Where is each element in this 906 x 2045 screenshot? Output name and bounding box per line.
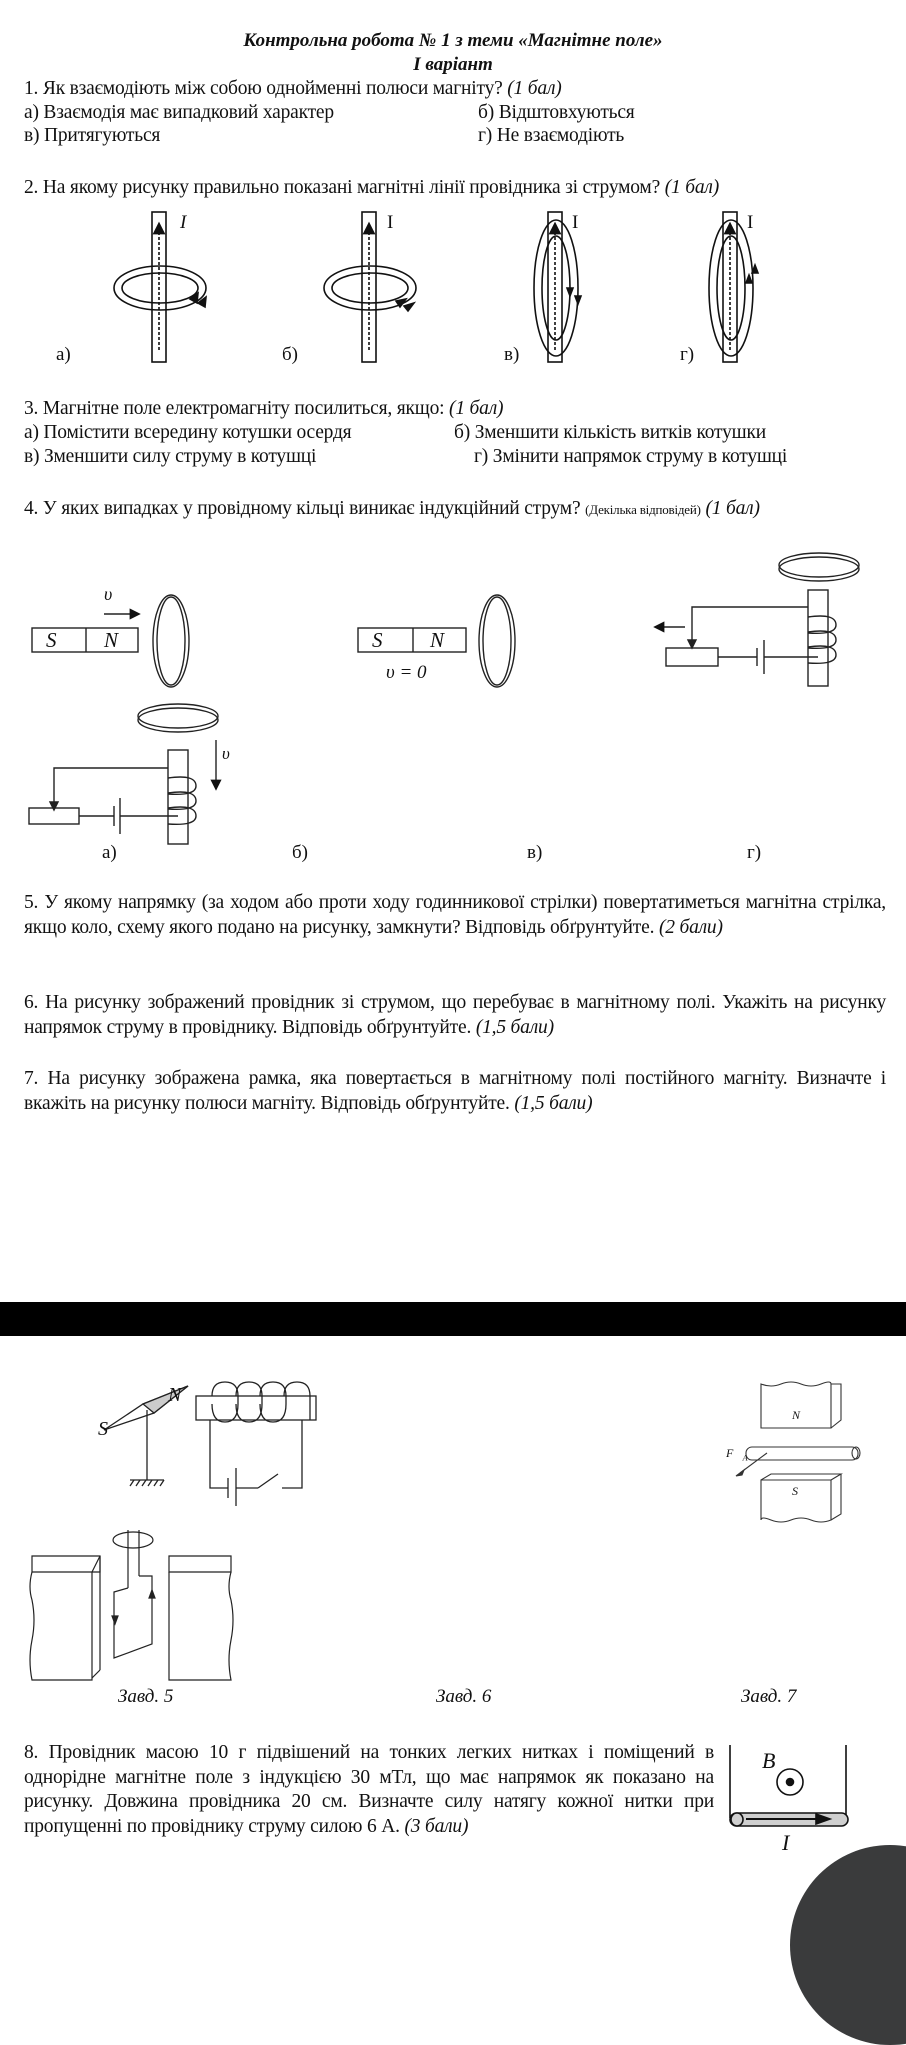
- velocity-label: υ⃗: [104, 584, 127, 604]
- question-2: [24, 176, 719, 200]
- question-text: У яких випадках у провідному кільці виникає індукційний струм?: [42, 498, 581, 519]
- question-4: [24, 496, 886, 522]
- q2-label-b[interactable]: б): [282, 344, 298, 365]
- question-points: бал): [725, 498, 760, 519]
- question-number: 7.: [24, 1068, 39, 1089]
- force-label: $F⃗_A$: [726, 1446, 748, 1463]
- question-6: [24, 990, 886, 1040]
- figure-2d-conductor: [709, 212, 758, 362]
- question-number: 2.: [24, 177, 39, 198]
- magnet-s-label: S: [372, 628, 383, 652]
- coil-circuit-g: [656, 553, 859, 686]
- magnet-n-label: N: [792, 1408, 801, 1422]
- question-points: (1 бал): [664, 177, 719, 198]
- current-label: I: [180, 212, 187, 233]
- question-7: [24, 1066, 886, 1116]
- question-number: 1.: [24, 78, 39, 99]
- q4-figures-row1: [0, 570, 906, 700]
- q4-label-a[interactable]: а): [102, 842, 117, 863]
- field-b-label: B: [762, 1748, 776, 1773]
- figure-task7-rotating-frame: [0, 1530, 260, 1690]
- q4-figure-ring-falling: [0, 700, 300, 850]
- q3-option-d[interactable]: г) Змінити напрямок струму в котушці: [474, 446, 788, 467]
- question-3: [24, 397, 503, 421]
- current-label: I: [747, 212, 754, 233]
- magnet-n-label: N: [430, 628, 445, 652]
- q4-label-c[interactable]: в): [527, 842, 543, 863]
- question-text: На рисунку зображений провідник зі струмом, що перебуває в магнітному полі. Укажіть на рисунку напрямок струму в провіднику. Відповідь обґрунтуйте.: [24, 992, 886, 1038]
- current-i-label: I: [782, 1830, 790, 1855]
- separator-bar: [0, 1302, 906, 1336]
- question-number: 5.: [24, 892, 39, 913]
- question-text: На рисунку зображена рамка, яка повертається в магнітному полі постійного магніту. Визначте і вкажіть на рисунку полюси магніту. Відповідь обґрунтуйте.: [24, 1068, 886, 1114]
- question-points: (1,5 бали): [514, 1093, 593, 1114]
- question-number: 6.: [24, 992, 39, 1013]
- question-text: На якому рисунку правильно показані магнітні лінії провідника зі струмом?: [42, 177, 661, 198]
- q2-label-d[interactable]: г): [680, 344, 695, 365]
- velocity-label: υ⃗: [222, 744, 244, 763]
- figure-2b-conductor: [324, 212, 416, 362]
- magnet-n-label: N: [104, 628, 119, 652]
- caption-task5: Завд. 5: [118, 1686, 174, 1707]
- question-number: 3.: [24, 398, 39, 419]
- q1-option-c[interactable]: в) Притягуються: [24, 125, 161, 146]
- q2-label-a[interactable]: а): [56, 344, 71, 365]
- q2-figures: [0, 200, 906, 370]
- q1-option-d[interactable]: г) Не взаємодіють: [478, 125, 625, 146]
- figure-q8-conductor: [720, 1740, 906, 1840]
- q1-option-b[interactable]: б) Відштовхуються: [478, 102, 635, 123]
- q4-label-b[interactable]: б): [292, 842, 308, 863]
- question-8: [24, 1741, 714, 1839]
- question-text: Як взаємодіють між собою однойменні полюси магніту?: [42, 78, 503, 99]
- q3-option-b[interactable]: б) Зменшити кількість витків котушки: [454, 422, 766, 443]
- q2-label-c[interactable]: в): [504, 344, 520, 365]
- question-points: (1,5 бали): [475, 1017, 554, 1038]
- question-text: У якому напрямку (за ходом або проти ходу годинникової стрілки) повертатиметься магнітна стрілка, якщо коло, схему якого подано на рисунку, замкнути? Відповідь обґрунтуйте.: [24, 892, 886, 938]
- current-label: I: [387, 212, 394, 233]
- q3-option-a[interactable]: а) Помістити всередину котушки осердя: [24, 422, 352, 443]
- magnet-s-label: S: [46, 628, 57, 652]
- question-points: (3 бали): [404, 1815, 469, 1837]
- compass-n-label: N: [168, 1384, 182, 1406]
- compass-s-label: S: [98, 1418, 108, 1440]
- question-points: (1: [705, 498, 722, 519]
- q4-label-d[interactable]: г): [747, 842, 762, 863]
- q1-option-a[interactable]: а) Взаємодія має випадковий характер: [24, 102, 334, 123]
- question-number: 4.: [24, 498, 39, 519]
- variant-label: І варіант: [413, 54, 493, 75]
- q3-option-c[interactable]: в) Зменшити силу струму в котушці: [24, 446, 317, 467]
- velocity-zero-label: υ = 0: [386, 662, 427, 683]
- question-text: Провідник масою 10 г підвішений на тонких легких нитках і поміщений в однорідне магнітне поле з індукцією 30 мТл, що має напрямок як показано на рисунку. Довжина провідника 20 см. Визначте силу натягу кожної нитки при пропущенні по провіднику струму силою 6 А.: [24, 1742, 714, 1837]
- question-5: [24, 890, 886, 940]
- figure-2c-conductor: [534, 212, 581, 362]
- question-1: [24, 77, 562, 101]
- question-number: 8.: [24, 1742, 39, 1763]
- caption-task6: Завд. 6: [436, 1686, 492, 1707]
- current-label: I: [572, 212, 579, 233]
- question-points: (2 бали): [658, 917, 723, 938]
- question-text: Магнітне поле електромагніту посилиться, якщо:: [42, 398, 445, 419]
- caption-task7: Завд. 7: [741, 1686, 797, 1707]
- question-note: (Декілька відповідей): [585, 502, 701, 517]
- question-points: (1 бал): [449, 398, 504, 419]
- figure-2a-conductor: [114, 212, 206, 362]
- document-title: Контрольна робота № 1 з теми «Магнітне поле»: [243, 30, 663, 51]
- floating-action-button[interactable]: [790, 1845, 906, 2045]
- magnet-s-label: S: [792, 1484, 798, 1498]
- question-points: (1 бал): [507, 78, 562, 99]
